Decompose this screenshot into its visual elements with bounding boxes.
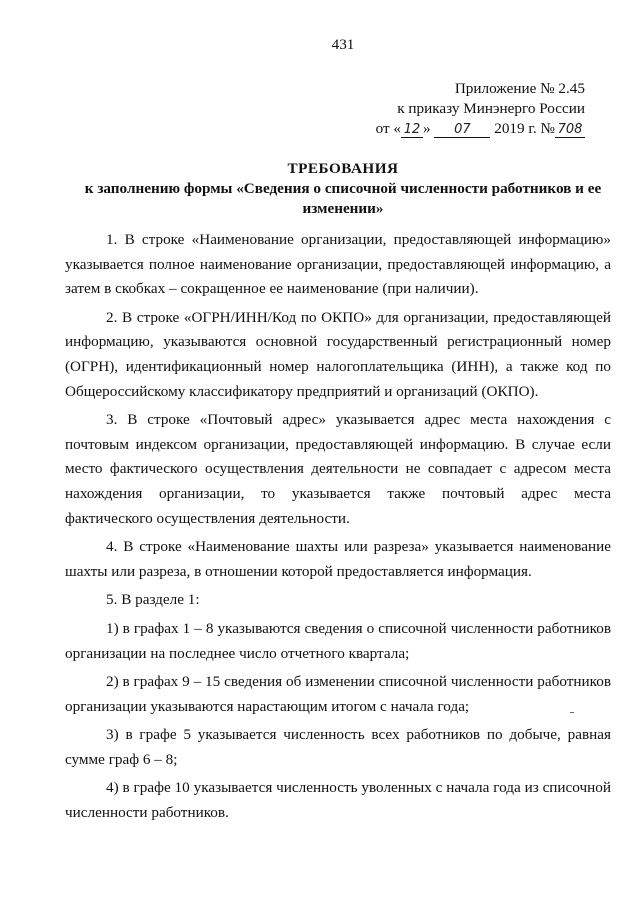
paragraph-2: 2. В строке «ОГРН/ИНН/Код по ОКПО» для организации, предоставляющей информацию, указываются основной государственный регистрационный номер (ОГРН), идентификационный номер налогоплательщика (ИНН), а также код по Общероссийскому классификатору предприятий и организаций (ОКПО).	[65, 308, 611, 400]
paragraph-4: 4. В строке «Наименование шахты или разреза» указывается наименование шахты или разреза, в отношении которой предоставляется информация.	[65, 538, 611, 580]
subitem-4: 4) в графе 10 указывается численность уволенных с начала года из списочной численности работников.	[65, 779, 611, 822]
handwritten-month: 07	[434, 123, 490, 138]
scan-speck	[570, 712, 574, 713]
appendix-number: Приложение № 2.45	[454, 80, 585, 97]
paragraph-3: 3. В строке «Почтовый адрес» указывается адрес места нахождения с почтовым индексом организации, предоставляющей информацию. В случае если место фактического осуществления деятельности не совпадает с адресом места нахождения организации, то указывается также почтовый адрес места фактического осуществления деятельности.	[65, 411, 611, 527]
date-prefix: от «	[375, 120, 402, 137]
heading-subtitle: к заполнению формы «Сведения о списочной численности работников и ее изменении»	[84, 180, 602, 217]
handwritten-day: 12	[401, 123, 423, 138]
subitem-1: 1) в графах 1 – 8 указываются сведения о списочной численности работников организации на последнее число отчетного квартала;	[65, 619, 611, 662]
handwritten-order-number: 708	[555, 123, 585, 138]
appendix-date-line	[300, 119, 585, 139]
subitem-3: 3) в графе 5 указывается численность всех работников по добыче, равная сумме граф 6 – 8;	[65, 726, 611, 768]
document-heading	[66, 159, 620, 219]
appendix-order-ref: к приказу Минэнерго России	[397, 100, 585, 117]
paragraph-1: 1. В строке «Наименование организации, предоставляющей информацию» указывается полное наименование организации, предоставляющей информацию, а затем в скобках – сокращенное ее наименование (при наличии).	[65, 231, 611, 298]
date-year: 2019 г. №	[494, 120, 555, 137]
subitem-2: 2) в графах 9 – 15 сведения об изменении списочной численности работников организации указываются нарастающим итогом с начала года;	[65, 673, 611, 715]
paragraph-5: 5. В разделе 1:	[106, 591, 200, 609]
page-number: 431	[331, 36, 355, 53]
appendix-block	[300, 79, 585, 139]
date-quote-close: »	[423, 120, 431, 137]
requirements-body	[65, 228, 611, 830]
heading-title: ТРЕБОВАНИЯ	[287, 160, 399, 177]
